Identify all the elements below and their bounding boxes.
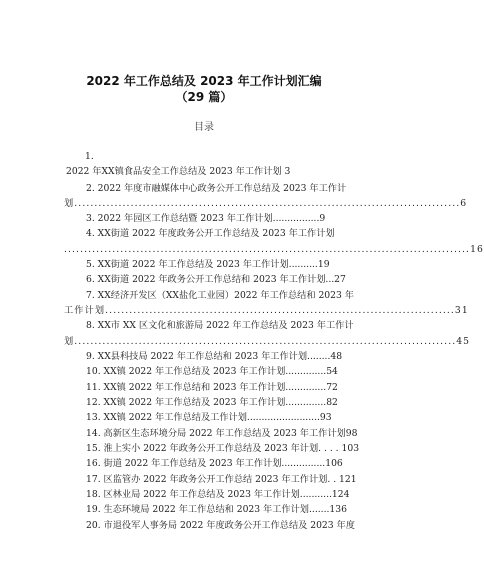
toc-heading: 目录: [194, 122, 214, 133]
toc-line[interactable]: 1.: [85, 151, 94, 162]
toc-line[interactable]: 4. XX街道 2022 年度政务公开工作总结及 2023 年工作计划: [86, 228, 335, 239]
toc-line[interactable]: 3. 2022 年园区工作总结暨 2023 年工作计划................9: [86, 213, 326, 224]
document-subtitle-count: （29 篇）: [175, 90, 233, 104]
toc-line[interactable]: 9. XX县科技局 2022 年工作总结和 2023 年工作计划........48: [86, 351, 343, 362]
toc-line[interactable]: 划...............................................................................................45: [64, 336, 471, 347]
toc-line[interactable]: 16. 街道 2022 年工作总结及 2023 年工作计划...............106: [86, 458, 343, 469]
toc-line[interactable]: 2. 2022 年度市融媒体中心政务公开工作总结及 2023 年工作计: [86, 183, 347, 194]
toc-line[interactable]: 工作计划.......................................................................................31: [64, 305, 469, 316]
toc-line[interactable]: 15. 淮上实小 2022 年政务公开工作总结及 2023 年计划. . . . 103: [86, 443, 360, 454]
toc-line[interactable]: 7. XX经济开发区（XX盐化工业园）2022 年工作总结和 2023 年: [86, 290, 354, 301]
toc-line[interactable]: 10. XX镇 2022 年工作总结及 2023 年工作计划..............54: [86, 366, 338, 377]
document-title: 2022 年工作总结及 2023 年工作计划汇编: [86, 74, 322, 88]
toc-line[interactable]: 20. 市退役军人事务局 2022 年度政务公开工作总结及 2023 年度: [86, 520, 355, 531]
toc-line[interactable]: 6. XX街道 2022 年政务公开工作总结和 2023 年工作计划...27: [86, 274, 346, 285]
toc-line[interactable]: 划................................................................................................6: [64, 198, 468, 209]
toc-line[interactable]: 17. 区监管办 2022 年政务公开工作总结 2023 年工作计划. . 121: [86, 474, 357, 485]
toc-line[interactable]: 8. XX市 XX 区文化和旅游局 2022 年工作总结及 2023 年工作计: [86, 320, 354, 331]
toc-line[interactable]: 14. 高新区生态环境分局 2022 年工作总结及 2023 年工作计划98: [86, 428, 358, 439]
toc-line[interactable]: 19. 生态环境局 2022 年工作总结和 2023 年工作计划.......136: [86, 504, 347, 515]
toc-line[interactable]: 2022 年XX镇食品安全工作总结及 2023 年工作计划 3: [66, 166, 291, 177]
toc-line[interactable]: 12. XX镇 2022 年工作总结及 2023 年工作计划..............82: [86, 397, 338, 408]
toc-line[interactable]: 5. XX街道 2022 年工作总结及 2023 年工作计划..........19: [86, 259, 330, 270]
toc-line[interactable]: .....................................................................................................16: [64, 244, 484, 255]
toc-line[interactable]: 13. XX镇 2022 年工作总结及工作计划.........................93: [86, 412, 332, 423]
toc-line[interactable]: 18. 区林业局 2022 年工作总结及 2023 年工作计划...........124: [86, 489, 350, 500]
toc-line[interactable]: 11. XX镇 2022 年工作总结和 2023 年工作计划..............72: [86, 382, 338, 393]
